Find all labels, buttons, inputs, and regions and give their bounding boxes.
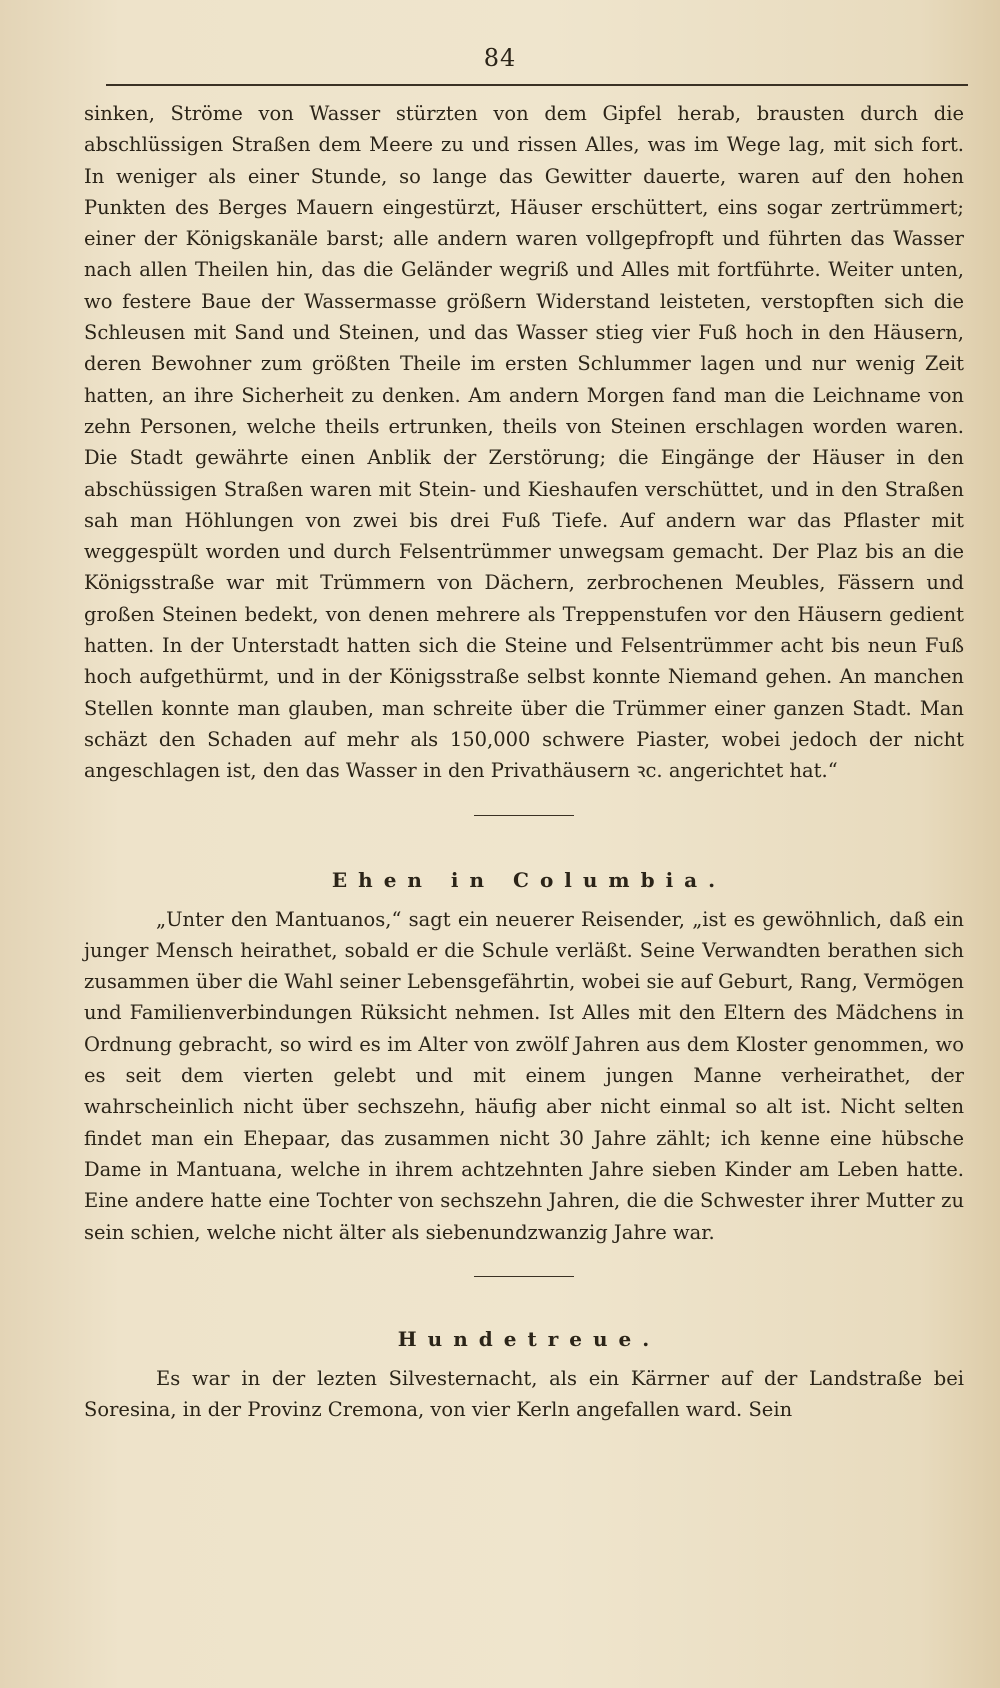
paragraph-storm-report: sinken, Ströme von Wasser stürzten von dem Gipfel herab, brausten durch die abschlüssigen Straßen dem Meere zu und rissen Alles, was im Wege lag, mit sich fort. In weniger als einer Stunde, so lange das Gewitter dauerte, waren auf den hohen Punkten des Berges Mauern eingestürzt, Häuser erschüttert, eins sogar zertrümmert; einer der Königskanäle barst; alle andern waren vollgepfropft und führten das Wasser nach allen Theilen hin, das die Geländer wegriß und Alles mit fortführte. Weiter unten, wo festere Baue der Wassermasse größern Widerstand leisteten, verstopften sich die Schleusen mit Sand und Steinen, und das Wasser stieg vier Fuß hoch in den Häusern, deren Bewohner zum größten Theile im ersten Schlummer lagen und nur wenig Zeit hatten, an ihre Sicherheit zu denken. Am andern Morgen fand man die Leichname von zehn Personen, welche theils ertrunken, theils von Steinen erschlagen worden waren. Die Stadt gewährte einen Anblik der Zerstörung; die Eingänge der Häuser in den abschüssigen Straßen waren mit Stein- und Kieshaufen verschüttet, und in den Straßen sah man Höhlungen von zwei bis drei Fuß Tiefe. Auf andern war das Pflaster mit weggespült worden und durch Felsentrümmer unwegsam gemacht. Der Plaz bis an die Königsstraße war mit Trümmern von Dächern, zerbrochenen Meubles, Fässern und großen Steinen bedekt, von denen mehrere als Treppenstufen vor den Häusern gedient hatten. In der Unterstadt hatten sich die Steine und Felsentrümmer acht bis neun Fuß hoch aufgethürmt, und in der Königsstraße selbst konnte Niemand gehen. An manchen Stellen konnte man glauben, man schreite über die Trümmer einer ganzen Stadt. Man schäzt den Schaden auf mehr als 150,000 schwere Piaster, wobei jedoch der nicht angeschlagen ist, den das Wasser in den Privathäusern ꝛc. angerichtet hat.“: [84, 102, 964, 783]
section-divider: [474, 815, 574, 816]
page-content: [84, 98, 964, 1425]
section-title-ehen-in-columbia: Ehen in Columbia.: [331, 867, 727, 892]
header-rule: [106, 84, 968, 86]
paragraph-hundetreue: Es war in der lezten Silvesternacht, als ein Kärrner auf der Landstraße bei Soresina, in der Provinz Cremona, von vier Kerln angefallen ward. Sein: [84, 1366, 964, 1422]
paragraph-ehen-in-columbia: „Unter den Mantuanos,“ sagt ein neuerer Reisender, „ist es gewöhnlich, daß ein junger Mensch heirathet, sobald er die Schule verläßt. Seine Verwandten berathen sich zusammen über die Wahl seiner Lebensgefährtin, wobei sie auf Geburt, Rang, Vermögen und Familienverbindungen Rüksicht nehmen. Ist Alles mit den Eltern des Mädchens in Ordnung gebracht, so wird es im Alter von zwölf Jahren aus dem Kloster genommen, wo es seit dem vierten gelebt und mit einem jungen Manne verheirathet, der wahrscheinlich nicht über sechszehn, häufig aber nicht einmal so alt ist. Nicht selten findet man ein Ehepaar, das zusammen nicht 30 Jahre zählt; ich kenne eine hübsche Dame in Mantuana, welche in ihrem achtzehnten Jahre sieben Kinder am Leben hatte. Eine andere hatte eine Tochter von sechszehn Jahren, die die Schwester ihrer Mutter zu sein schien, welche nicht älter als siebenundzwanzig Jahre war.: [84, 907, 964, 1244]
page-number: 84: [483, 44, 517, 72]
section-title-hundetreue: Hundetreue.: [397, 1326, 661, 1351]
section-divider: [474, 1276, 574, 1277]
